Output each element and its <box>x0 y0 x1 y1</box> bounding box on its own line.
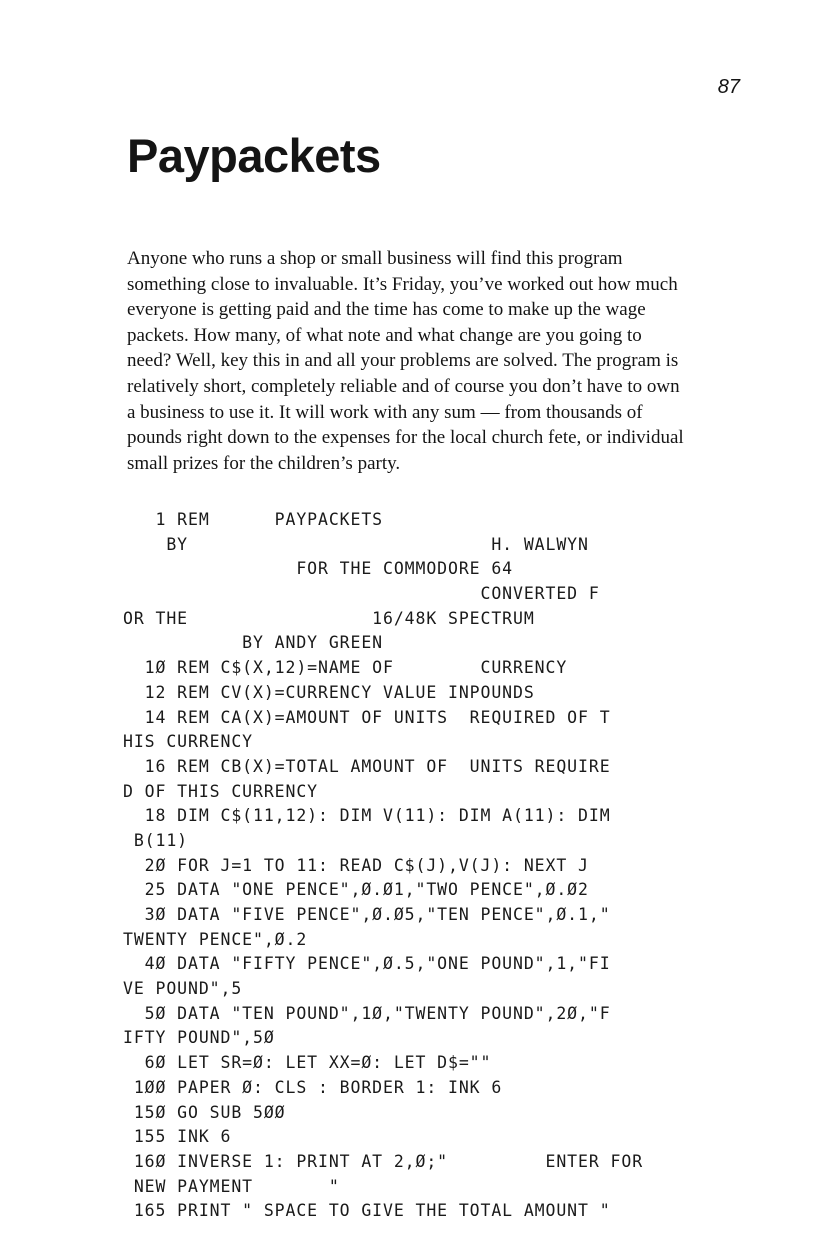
listing-line: 15Ø GO SUB 5ØØ <box>123 1102 286 1122</box>
intro-line: need? Well, key this in and all your problems are solved. The program is <box>127 350 679 372</box>
listing-line: 155 INK 6 <box>123 1127 232 1147</box>
listing-line: 5Ø DATA "TEN POUND",1Ø,"TWENTY POUND",2Ø,"F <box>123 1003 611 1023</box>
listing-line: IFTY POUND",5Ø <box>123 1028 275 1048</box>
program-listing <box>123 508 743 1224</box>
listing-line: BY ANDY GREEN <box>123 633 384 653</box>
intro-line: pounds right down to the expenses for the local church fete, or individual <box>127 427 684 449</box>
listing-line: 16Ø INVERSE 1: PRINT AT 2,Ø;" ENTER FOR <box>123 1151 644 1171</box>
intro-line: a business to use it. It will work with any sum — from thousands of <box>127 401 643 423</box>
intro-line: small prizes for the children’s party. <box>127 452 401 474</box>
listing-line: 14 REM CA(X)=AMOUNT OF UNITS REQUIRED OF T <box>123 707 611 727</box>
listing-line: BY H. WALWYN <box>123 534 589 554</box>
listing-line: 4Ø DATA "FIFTY PENCE",Ø.5,"ONE POUND",1,"FI <box>123 954 611 974</box>
listing-line: 12 REM CV(X)=CURRENCY VALUE INPOUNDS <box>123 682 535 702</box>
intro-paragraph <box>127 246 747 476</box>
listing-line: 16 REM CB(X)=TOTAL AMOUNT OF UNITS REQUIRE <box>123 756 611 776</box>
page-title: Paypackets <box>127 129 381 182</box>
listing-line: FOR THE COMMODORE 64 <box>123 559 514 579</box>
listing-line: 2Ø FOR J=1 TO 11: READ C$(J),V(J): NEXT J <box>123 855 589 875</box>
intro-line: packets. How many, of what note and what change are you going to <box>127 324 642 346</box>
listing-line: 1 REM PAYPACKETS <box>123 510 384 529</box>
listing-line: HIS CURRENCY <box>123 732 254 752</box>
listing-line: D OF THIS CURRENCY <box>123 781 319 801</box>
intro-line: relatively short, completely reliable and of course you don’t have to own <box>127 375 680 397</box>
listing-line: 18 DIM C$(11,12): DIM V(11): DIM A(11): DIM <box>123 806 611 826</box>
listing-line: 6Ø LET SR=Ø: LET XX=Ø: LET D$="" <box>123 1053 492 1073</box>
intro-line: Anyone who runs a shop or small business will find this program <box>127 248 623 269</box>
listing-line: 1Ø REM C$(X,12)=NAME OF CURRENCY <box>123 658 568 678</box>
intro-line: something close to invaluable. It’s Friday, you’ve worked out how much <box>127 273 678 295</box>
listing-line: NEW PAYMENT " <box>123 1176 340 1196</box>
listing-line: VE POUND",5 <box>123 979 243 999</box>
listing-line: 165 PRINT " SPACE TO GIVE THE TOTAL AMOUNT " <box>123 1201 611 1221</box>
listing-line: OR THE 16/48K SPECTRUM <box>123 608 535 628</box>
intro-line: everyone is getting paid and the time has come to make up the wage <box>127 299 646 321</box>
listing-line: CONVERTED F <box>123 584 600 604</box>
listing-line: B(11) <box>123 830 189 850</box>
listing-line: 1ØØ PAPER Ø: CLS : BORDER 1: INK 6 <box>123 1077 503 1097</box>
listing-line: 3Ø DATA "FIVE PENCE",Ø.Ø5,"TEN PENCE",Ø.1," <box>123 905 611 924</box>
page-number: 87 <box>717 76 740 98</box>
listing-line: 25 DATA "ONE PENCE",Ø.Ø1,"TWO PENCE",Ø.Ø2 <box>123 880 589 900</box>
listing-line: TWENTY PENCE",Ø.2 <box>123 929 308 949</box>
